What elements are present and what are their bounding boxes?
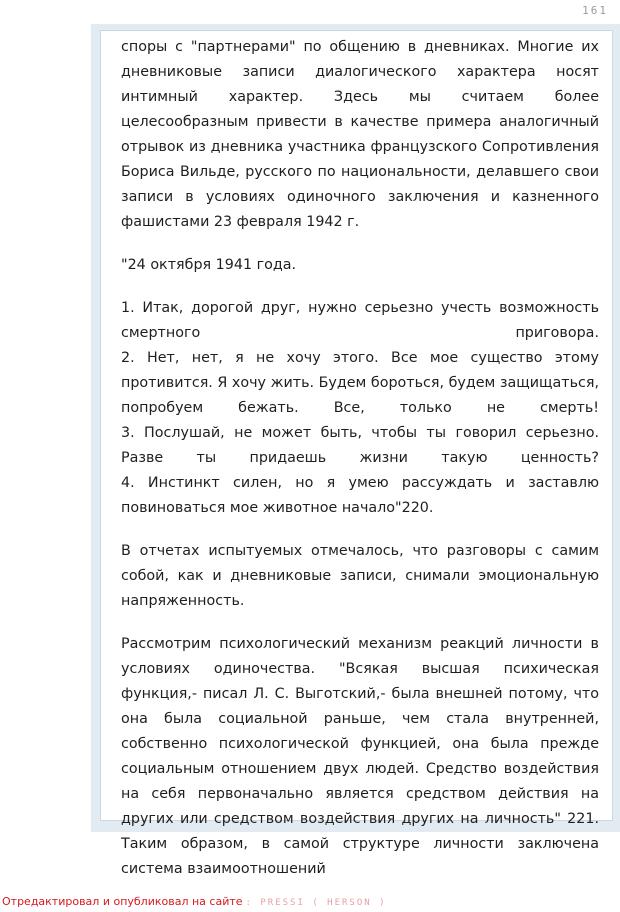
diary-date: "24 октября 1941 года. bbox=[121, 257, 297, 273]
paragraph: споры с "партнерами" по общению в дневниках. Многие их дневниковые записи диалогического характера носят интимный характер. Здесь мы считаем более целесообразным привести в качестве примера аналогичный отрывок из дневника участника французского Сопротивления Бориса Вильде, русского по национальности, делавшего свои записи в условиях одиночного заключения и казненного фашистами 23 февраля 1942 г. bbox=[121, 39, 599, 230]
paragraph: В отчетах испытуемых отмечалось, что разговоры с самим собой, как и дневниковые записи, снимали эмоциональную напряженность. bbox=[121, 543, 599, 609]
diary-entry-2: 2. Нет, нет, я не хочу этого. Все мое существо этому противится. Я хочу жить. Будем бороться, будем защищаться, попробуем бежать. Все, только не смерть! bbox=[121, 350, 599, 416]
diary-entry-4: 4. Инстинкт силен, но я умею рассуждать и заставлю повиноваться мое животное начало"220. bbox=[121, 475, 599, 516]
footer-site-link[interactable]: : PRESSI ( HERSON ) bbox=[245, 898, 387, 908]
body-text bbox=[121, 35, 599, 882]
paragraph: Рассмотрим психологический механизм реакций личности в условиях одиночества. "Всякая высшая психическая функция,- писал Л. С. Выготский,- была внешней потому, что она была социальной раньше, чем стала внутренней, собственно психологической функцией, она была прежде социальным отношением двух людей. Средство воздействия на себя первоначально является средством действия на других или средством воздействия других на личность" 221. Таким образом, в самой структуре личности заключена система взаимоотношений bbox=[121, 636, 599, 877]
diary-entry-1: 1. Итак, дорогой друг, нужно серьезно учесть возможность смертного приговора. bbox=[121, 300, 599, 341]
footer-label: Отредактировал и опубликовал на сайте bbox=[2, 895, 243, 908]
diary-entry-3: 3. Послушай, не может быть, чтобы ты говорил серьезно. Разве ты придаешь жизни такую ценность? bbox=[121, 425, 599, 466]
page-number: 161 bbox=[582, 4, 608, 17]
footer-credit bbox=[2, 895, 387, 908]
